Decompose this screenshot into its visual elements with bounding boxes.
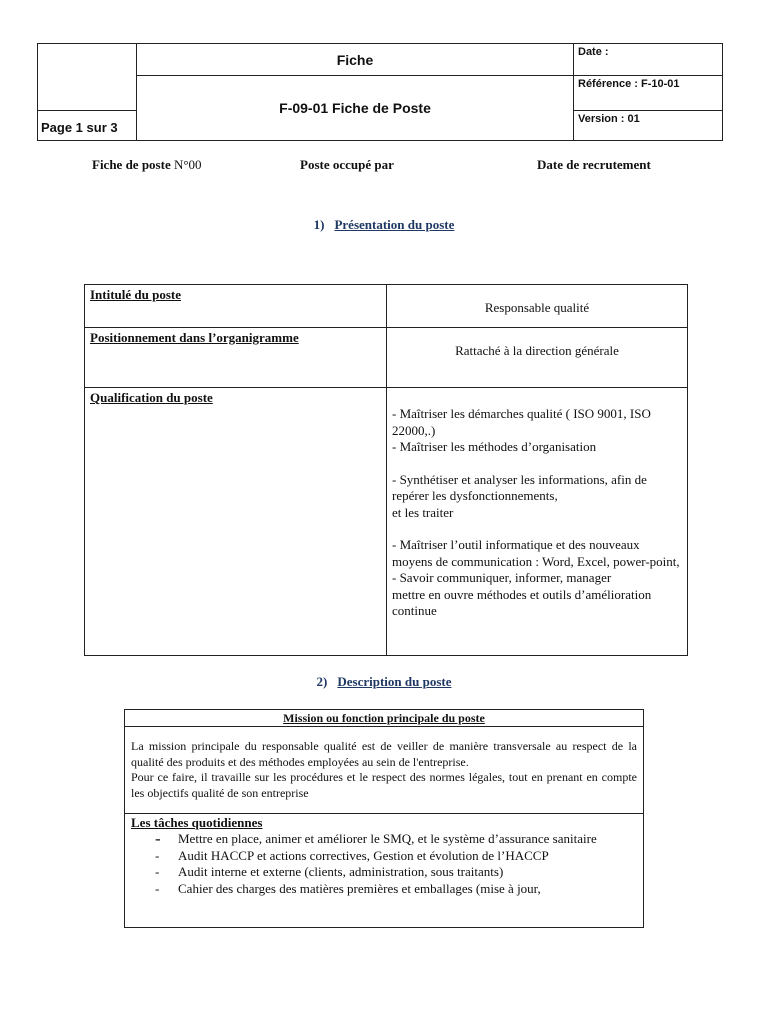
- fiche-number: N°00: [173, 157, 202, 172]
- section-1-title: Présentation du poste: [334, 217, 455, 232]
- qualification-item: mettre en ouvre méthodes et outils d’amélioration continue: [392, 586, 652, 618]
- section-2-title: Description du poste: [337, 674, 452, 689]
- mission-text: [125, 727, 644, 814]
- header-page: Page 1 sur 3: [38, 111, 137, 141]
- tache-text: Cahier des charges des matières premières et emballages (mise à jour,: [178, 880, 541, 896]
- mission-paragraph: La mission principale du responsable qualité est de veiller de manière transversale au respect de la qualité des produits et des méthodes employées au sein de l'entreprise.: [131, 739, 637, 769]
- tache-text: Mettre en place, animer et améliorer le SMQ, et le système d’assurance sanitaire: [178, 831, 597, 846]
- qualification-label-cell: [85, 388, 387, 656]
- qualification-list: [387, 388, 688, 656]
- qualification-label: Qualification du poste: [90, 390, 213, 405]
- list-item: - Audit HACCP et actions correctives, Gestion et évolution de l’HACCP: [155, 847, 549, 863]
- qualification-item: - Synthétiser et analyser les informations, afin de repérer les dysfonctionnements,: [392, 471, 647, 503]
- header-date: Date :: [574, 44, 723, 76]
- list-item: - Audit interne et externe (clients, administration, sous traitants): [155, 864, 504, 879]
- qualification-item: - Maîtriser les démarches qualité ( ISO 9001, ISO 22000,.): [392, 406, 651, 438]
- header-version: Version : 01: [574, 111, 723, 141]
- document-header: [37, 43, 723, 141]
- logo-cell: [38, 44, 137, 111]
- intitule-value: Responsable qualité: [387, 285, 688, 328]
- list-item: - Mettre en place, animer et améliorer le SMQ, et le système d’assurance sanitaire: [155, 829, 597, 848]
- position-label: Positionnement dans l’organigramme: [90, 330, 299, 345]
- qualification-item: et les traiter: [392, 504, 454, 520]
- mission-paragraph: Pour ce faire, il travaille sur les procédures et le respect des normes légales, tout en prenant en compte les objectifs qualité de son entreprise: [131, 770, 637, 800]
- section-1-heading: [0, 217, 768, 233]
- taches-list: [131, 831, 637, 897]
- mission-header: Mission ou fonction principale du poste: [125, 710, 644, 727]
- taches-cell: [125, 814, 644, 928]
- presentation-table: [84, 284, 688, 656]
- tache-text: Audit HACCP et actions correctives, Gestion et évolution de l’HACCP: [178, 847, 549, 863]
- section-1-number: 1): [313, 217, 325, 232]
- fiche-number-line: [92, 157, 202, 173]
- header-reference: Référence : F-10-01: [574, 76, 723, 111]
- qualification-item: - Maîtriser les méthodes d’organisation: [392, 439, 597, 454]
- intitule-label-cell: [85, 285, 387, 328]
- section-2-heading: [0, 674, 768, 690]
- section-2-number: 2): [316, 674, 328, 689]
- description-table: [124, 709, 644, 928]
- qualification-item: - Savoir communiquer, informer, manager: [392, 570, 612, 585]
- date-recrutement: Date de recrutement: [537, 157, 651, 172]
- list-item: - Cahier des charges des matières premières et emballages (mise à jour,: [155, 880, 541, 896]
- header-title: Fiche: [137, 44, 574, 76]
- position-label-cell: [85, 328, 387, 388]
- poste-occupe: Poste occupé par: [300, 157, 394, 172]
- fiche-label: Fiche de poste: [92, 157, 174, 172]
- qualification-item: - Maîtriser l’outil informatique et des nouveaux moyens de communication : Word, Excel, power-point,: [392, 537, 680, 569]
- tache-text: Audit interne et externe (clients, administration, sous traitants): [178, 864, 504, 879]
- position-value: Rattaché à la direction générale: [387, 328, 688, 388]
- header-subtitle: F-09-01 Fiche de Poste: [137, 76, 574, 141]
- taches-title: Les tâches quotidiennes: [131, 815, 263, 830]
- intitule-label: Intitulé du poste: [90, 287, 182, 302]
